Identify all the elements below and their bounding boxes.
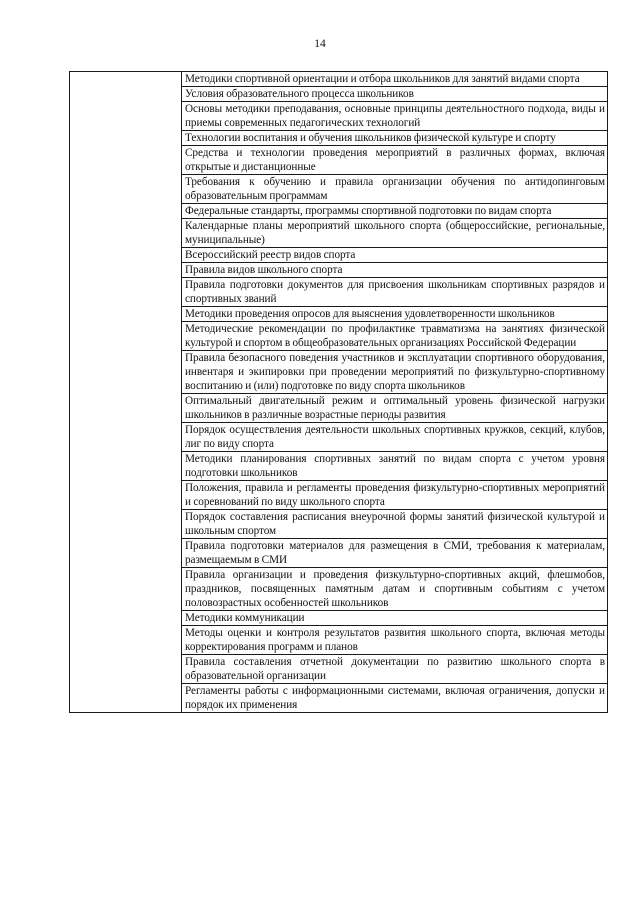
- table-cell: Методы оценки и контроля результатов развития школьного спорта, включая методы корректирования программ и планов: [182, 626, 608, 655]
- table-cell: Положения, правила и регламенты проведения физкультурно-спортивных мероприятий и соревнований по виду школьного спорта: [182, 481, 608, 510]
- table-cell: Регламенты работы с информационными системами, включая ограничения, допуски и порядок их применения: [182, 684, 608, 713]
- table-cell: Методические рекомендации по профилактике травматизма на занятиях физической культурой и спортом в общеобразовательных организациях Российской Федерации: [182, 322, 608, 351]
- table-cell: Правила подготовки документов для присвоения школьникам спортивных разрядов и спортивных званий: [182, 278, 608, 307]
- table-cell: Методики проведения опросов для выяснения удовлетворенности школьников: [182, 307, 608, 322]
- table-cell: Условия образовательного процесса школьников: [182, 87, 608, 102]
- table-cell: Методики коммуникации: [182, 611, 608, 626]
- table-cell: Технологии воспитания и обучения школьников физической культуре и спорту: [182, 131, 608, 146]
- knowledge-table: [69, 71, 608, 713]
- table-cell: Требования к обучению и правила организации обучения по антидопинговым образовательным программам: [182, 175, 608, 204]
- table-cell: Всероссийский реестр видов спорта: [182, 248, 608, 263]
- table-cell: Оптимальный двигательный режим и оптимальный уровень физической нагрузки школьников в различные возрастные периоды развития: [182, 394, 608, 423]
- table-row: [70, 72, 608, 87]
- merged-label-cell: [70, 72, 182, 713]
- table-cell: Правила безопасного поведения участников и эксплуатации спортивного оборудования, инвентаря и экипировки при проведении мероприятий по физкультурно-спортивному воспитанию и (или) подготовке по виду спорта школьников: [182, 351, 608, 394]
- knowledge-table-body: [70, 72, 608, 713]
- table-cell: Основы методики преподавания, основные принципы деятельностного подхода, виды и приемы современных педагогических технологий: [182, 102, 608, 131]
- table-cell: Методики спортивной ориентации и отбора школьников для занятий видами спорта: [182, 72, 608, 87]
- table-cell: Федеральные стандарты, программы спортивной подготовки по видам спорта: [182, 204, 608, 219]
- table-cell: Календарные планы мероприятий школьного спорта (общероссийские, региональные, муниципальные): [182, 219, 608, 248]
- page-number: 14: [314, 38, 326, 50]
- table-cell: Порядок составления расписания внеурочной формы занятий физической культурой и школьным спортом: [182, 510, 608, 539]
- table-cell: Правила организации и проведения физкультурно-спортивных акций, флешмобов, праздников, посвященных памятным датам и спортивным событиям с учетом половозрастных особенностей школьников: [182, 568, 608, 611]
- table-cell: Средства и технологии проведения мероприятий в различных формах, включая открытые и дистанционные: [182, 146, 608, 175]
- table-cell: Правила подготовки материалов для размещения в СМИ, требования к материалам, размещаемым в СМИ: [182, 539, 608, 568]
- table-cell: Правила видов школьного спорта: [182, 263, 608, 278]
- table-cell: Правила составления отчетной документации по развитию школьного спорта в образовательной организации: [182, 655, 608, 684]
- table-cell: Методики планирования спортивных занятий по видам спорта с учетом уровня подготовки школьников: [182, 452, 608, 481]
- table-cell: Порядок осуществления деятельности школьных спортивных кружков, секций, клубов, лиг по виду спорта: [182, 423, 608, 452]
